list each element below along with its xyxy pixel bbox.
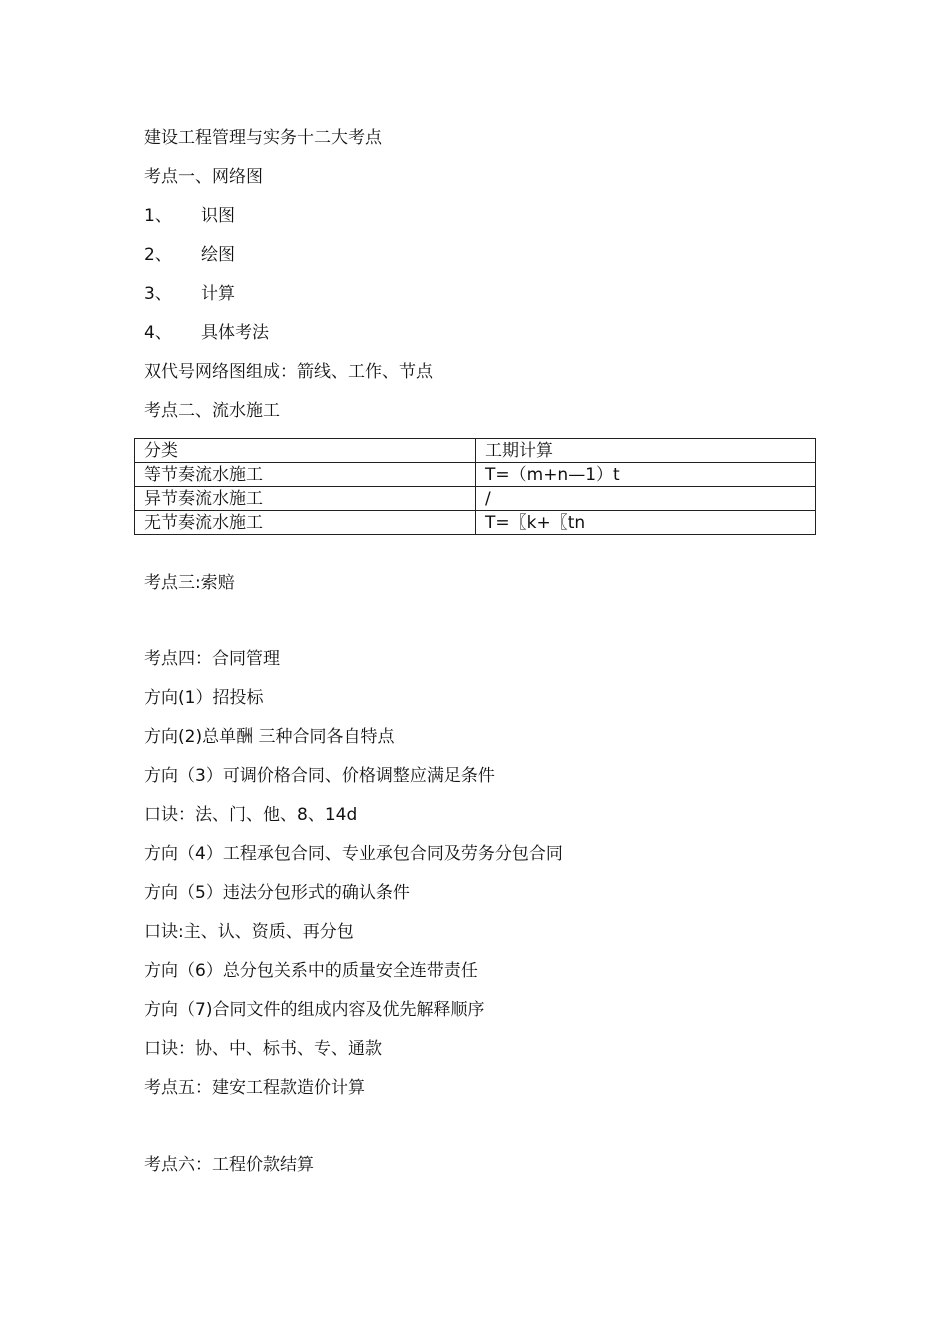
list-item-number: 4、 [144, 323, 172, 343]
table-cell: 等节奏流水施工 [135, 463, 476, 487]
section-2-heading: 考点二、流水施工 [144, 401, 280, 421]
contract-line: 方向（6）总分包关系中的质量安全连带责任 [144, 961, 478, 981]
list-item-number: 3、 [144, 284, 172, 304]
document-title: 建设工程管理与实务十二大考点 [144, 128, 382, 148]
table-cell: 异节奏流水施工 [135, 487, 476, 511]
list-item-number: 2、 [144, 245, 172, 265]
section-6-heading: 考点六：工程价款结算 [144, 1155, 314, 1175]
contract-line: 方向(1）招投标 [144, 688, 264, 708]
table-header-cell: 工期计算 [476, 439, 816, 463]
table-header-row [135, 439, 816, 463]
list-item [144, 284, 235, 304]
contract-line: 口诀：协、中、标书、专、通款 [144, 1039, 382, 1059]
list-item-text: 绘图 [201, 245, 235, 265]
contract-line: 方向(2)总单酬 三种合同各自特点 [144, 727, 395, 747]
table-row [135, 487, 816, 511]
section-3-heading: 考点三:索赔 [144, 573, 235, 593]
contract-line: 方向（7)合同文件的组成内容及优先解释顺序 [144, 1000, 485, 1020]
list-item-text: 具体考法 [201, 323, 269, 343]
table-cell: T=〖k+〖tn [476, 511, 816, 535]
list-item [144, 245, 235, 265]
table-cell: T=（m+n—1）t [476, 463, 816, 487]
contract-line: 方向（4）工程承包合同、专业承包合同及劳务分包合同 [144, 844, 563, 864]
contract-line: 方向（5）违法分包形式的确认条件 [144, 883, 410, 903]
section-4-heading: 考点四：合同管理 [144, 649, 280, 669]
section-1-heading: 考点一、网络图 [144, 167, 263, 187]
contract-line: 口诀:主、认、资质、再分包 [144, 922, 354, 942]
list-item [144, 206, 235, 226]
table-header-cell: 分类 [135, 439, 476, 463]
flow-construction-table [134, 438, 816, 535]
list-item-number: 1、 [144, 206, 172, 226]
contract-line: 方向（3）可调价格合同、价格调整应满足条件 [144, 766, 495, 786]
list-item-text: 计算 [201, 284, 235, 304]
section-5-heading: 考点五：建安工程款造价计算 [144, 1078, 365, 1098]
table-cell: 无节奏流水施工 [135, 511, 476, 535]
list-item-text: 识图 [201, 206, 235, 226]
list-item [144, 323, 269, 343]
table-cell: / [476, 487, 816, 511]
table-row [135, 511, 816, 535]
network-diagram-note: 双代号网络图组成：箭线、工作、节点 [144, 362, 433, 382]
table-row [135, 463, 816, 487]
contract-line: 口诀：法、门、他、8、14d [144, 805, 358, 825]
